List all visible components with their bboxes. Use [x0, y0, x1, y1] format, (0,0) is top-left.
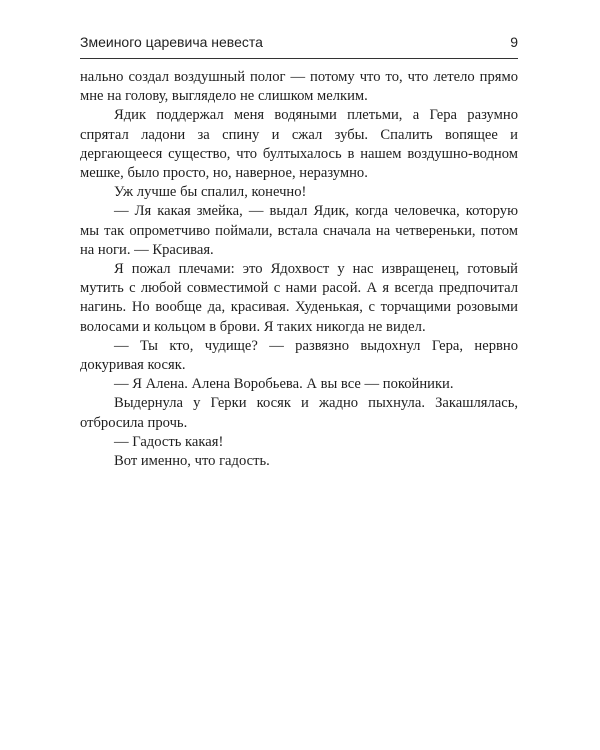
paragraph-3: Уж лучше бы спалил, конечно!	[114, 184, 307, 201]
paragraph-6: — Ты кто, чудище? — развязно выдохнул Гера, нервно докуривая косяк.	[80, 337, 518, 374]
paragraph-1: нально создал воздушный полог — потому что то, что летело прямо мне на голову, выглядело не слишком мелким.	[80, 69, 518, 105]
paragraph-9: — Гадость какая!	[114, 433, 224, 450]
page-header	[80, 34, 518, 56]
paragraph-7: — Я Алена. Алена Воробьева. А вы все — покойники.	[114, 376, 454, 393]
header-rule	[80, 58, 518, 59]
paragraph-10: Вот именно, что гадость.	[114, 453, 270, 470]
body-text	[80, 68, 518, 471]
running-title: Змеиного царевича невеста	[80, 34, 263, 50]
page-number: 9	[510, 34, 518, 50]
paragraph-4: — Ля какая змейка, — выдал Ядик, когда человечка, которую мы так опрометчиво поймали, встала сначала на четвереньки, потом на ноги. — Красивая.	[80, 203, 518, 258]
paragraph-8: Выдернула у Герки косяк и жадно пыхнула. Закашлялась, отбросила прочь.	[80, 395, 518, 431]
paragraph-5: Я пожал плечами: это Ядохвост у нас извращенец, готовый мутить с любой совместимой с нами расой. А я всегда предпочитал нагинь. Но вообще да, красивая. Худенькая, с торчащими розовыми волосами и кольцом в брови. Я таких никогда не видел.	[80, 261, 518, 335]
paragraph-2: Ядик поддержал меня водяными плетьми, а Гера разумно спрятал ладони за спину и сжал зубы. Спалить вопящее и дергающееся существо, что бултыхалось в нашем воздушно-водном мешке, было просто, но, наверное, неразумно.	[80, 107, 518, 182]
